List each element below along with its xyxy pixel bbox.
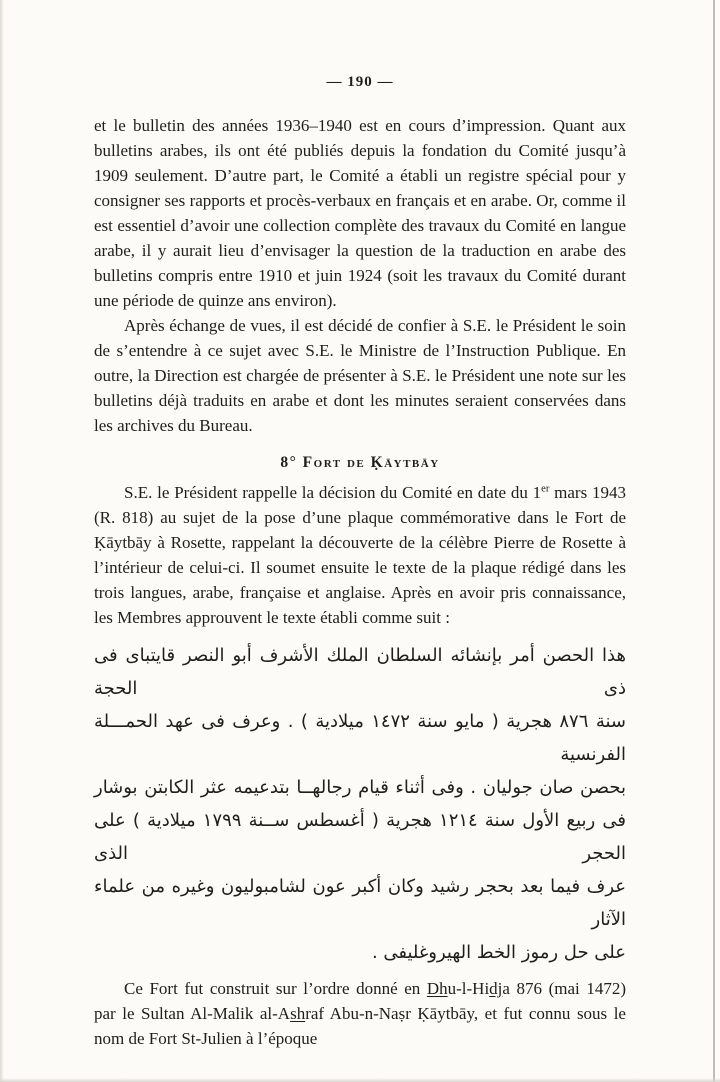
arabic-line: على حل رموز الخط الهيروغليفى . bbox=[371, 942, 626, 963]
text-run: S.E. le Président rappelle la décision du Comité en date du 1 bbox=[124, 483, 542, 502]
arabic-line: فى ربيع الأول سنة ١٢١٤ هجرية ( أغسطس ســنة ١٧٩٩ ميلادية ) على الحجر الذى bbox=[94, 810, 626, 864]
page-number: — 190 — bbox=[326, 74, 394, 90]
scan-edge-bottom bbox=[0, 1078, 720, 1082]
scan-edge-left bbox=[0, 0, 4, 1082]
text-run: Ce Fort fut construit sur l’ordre donné en bbox=[124, 979, 427, 998]
paragraph-decision-president: Après échange de vues, il est décidé de confier à S.E. le Président le soin de s’entendre à ce sujet avec S.E. le Ministre de l’Instruction Publique. En outre, la Direction est chargée de présenter à S.E. le Président une note sur les bulletins déjà traduits en arabe et dont les minutes seraient conservées dans les archives du Bureau. bbox=[94, 316, 626, 435]
section-heading-fort-de-kaytbay: 8° Fort de Ḳāytbāy bbox=[280, 454, 440, 471]
ordinal-superscript: er bbox=[541, 483, 550, 495]
transliteration-underlined: sh bbox=[290, 1004, 306, 1023]
text-run: mars 1943 (R. 818) au sujet de la pose d’une plaque commémorative dans le Fort de Ḳāytbāy à Rosette, rappelant la découverte de la célèbre Pierre de Rosette à l’intérieur de celui-ci. Il soumet ensuite le texte de la plaque rédigé dans les trois langues, arabe, française et anglaise. Après en avoir pris connaissance, les Membres approuvent le texte établi comme suit : bbox=[94, 483, 626, 627]
text-run: a 876 (mai 1472) par le Sultan Al-Malik al-A bbox=[94, 979, 626, 1023]
paragraph-bulletins-translation: et le bulletin des années 1936–1940 est en cours d’impression. Quant aux bulletins arabes, ils ont été publiés depuis la fondation du Comité jusqu’à 1909 seulement. D’autre part, le Comité a établi un registre spécial pour y consigner ses rapports et procès-verbaux en français et en arabe. Or, comme il est essentiel d’avoir une collection complète des travaux du Comité en langue arabe, il y aurait lieu d’envisager la question de la traduction en arabe des bulletins compris entre 1910 et juin 1924 (soit les travaux du Comité durant une période de quinze ans environ). bbox=[94, 116, 626, 310]
arabic-line: هذا الحصن أمر بإنشائه السلطان الملك الأشرف أبو النصر قايتباى فى ذى الحجة bbox=[94, 645, 626, 699]
text-run: raf Abu-n-Naṣr Ḳāytbāy, et fut connu sous le nom de Fort St-Julien à l’époque bbox=[94, 1004, 626, 1048]
arabic-line: سنة ٨٧٦ هجرية ( مايو سنة ١٤٧٢ ميلادية ) . وعرف فى عهد الحمـــلة الفرنسية bbox=[94, 711, 626, 765]
paragraph-fort-plaque bbox=[94, 480, 626, 630]
text-run: u-l-Hi bbox=[447, 979, 490, 998]
transliteration-underlined: dj bbox=[489, 979, 503, 998]
arabic-plaque-text bbox=[94, 639, 626, 969]
scan-edge-right bbox=[713, 0, 715, 1082]
arabic-line: بحصن صان جوليان . وفى أثناء قيام رجالهــا بتدعيمه عثر الكابتن بوشار bbox=[94, 777, 626, 798]
page-body bbox=[94, 113, 626, 1051]
transliteration-underlined: Dh bbox=[426, 979, 448, 998]
paragraph-fort-history bbox=[94, 976, 626, 1051]
arabic-line: عرف فيما بعد بحجر رشيد وكان أكبر عون لشامبوليون وغيره من علماء الآثار bbox=[94, 876, 626, 930]
